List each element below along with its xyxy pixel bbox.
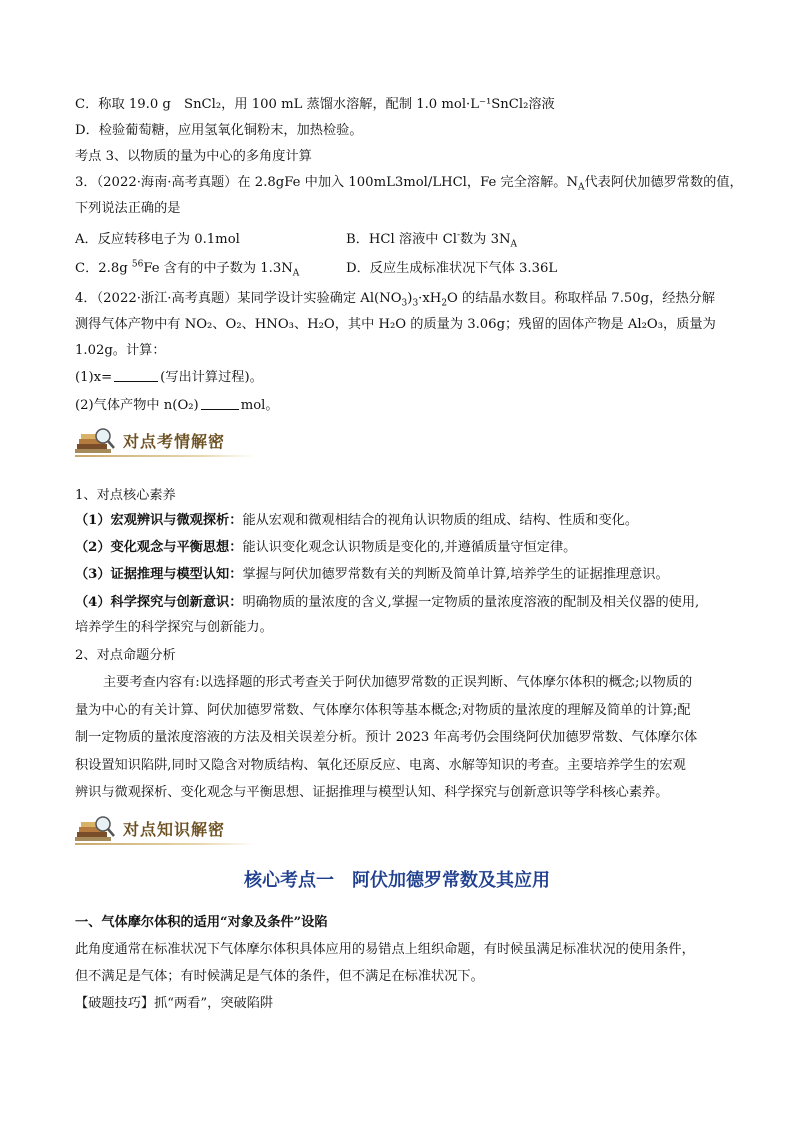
analysis-paragraph-line: 辨识与微观探析、变化观念与平衡思想、证据推理与模型认知、科学探究与创新意识等学科核心素养。 [75, 785, 669, 800]
option-c: C．2.8g $^{56}$Fe 含有的中子数为 $1.3N_A$ [75, 259, 300, 279]
question-3-options-ab [75, 230, 715, 250]
analysis-paragraph-line: 积设置知识陷阱,同时又隐含对物质结构、氧化还原反应、电离、水解等知识的考查。主要培养学生的宏观 [75, 758, 686, 773]
books-magnifier-icon [75, 426, 117, 456]
banner-title: 对点考情解密 [123, 432, 226, 451]
core-topic-heading: 核心考点一 阿伏加德罗常数及其应用 [244, 870, 550, 891]
section-2-title: 2、对点命题分析 [75, 648, 176, 663]
section-banner [75, 424, 255, 458]
section-1-item-cont: 培养学生的科学探究与创新能力。 [75, 620, 273, 635]
analysis-paragraph-line: 主要考查内容有:以选择题的形式考查关于阿伏加德罗常数的正误判断、气体摩尔体积的概念;以物质的 [103, 675, 693, 690]
section-1-title: 1、对点核心素养 [75, 488, 176, 503]
answer-blank[interactable] [201, 396, 239, 410]
section-1-item: （4）科学探究与创新意识：明确物质的量浓度的含义,掌握一定物质的量浓度溶液的配制及相关仪器的使用, [75, 595, 700, 610]
question-4-stem: 4．（2022·浙江·高考真题）某同学设计实验确定 $Al(NO_3)_3\cdot xH_2O$ 的结晶水数目。称取样品 7.50g，经热分解 [75, 291, 716, 309]
sub-heading: 一、气体摩尔体积的适用“对象及条件”设陷 [75, 915, 328, 930]
analysis-paragraph-line: 量为中心的有关计算、阿伏加德罗常数、气体摩尔体积等基本概念;对物质的量浓度的理解及简单的计算;配 [75, 703, 691, 718]
option-d-line: D．检验葡萄糖，应用氢氧化铜粉末，加热检验。 [75, 123, 363, 138]
question-4-stem-cont2: 1.02g。计算： [75, 343, 166, 358]
option-a: A．反应转移电子为 0.1mol [75, 232, 240, 247]
section-1-item: （2）变化观念与平衡思想：能认识变化观念认识物质是变化的,并遵循质量守恒定律。 [75, 540, 577, 555]
option-b: B．HCl 溶液中 Cl-数为 $3N_A$ [346, 230, 517, 250]
banner-title: 对点知识解密 [123, 820, 226, 839]
question-3-stem-cont: 下列说法正确的是 [75, 201, 181, 216]
books-magnifier-icon [75, 814, 117, 844]
question-4-stem-cont: 测得气体产物中有 NO₂、O₂、HNO₃、H₂O，其中 H₂O 的质量为 3.06g；残留的固体产物是 Al₂O₃，质量为 [75, 317, 716, 332]
question-4-part2: (2)气体产物中 n(O₂) mol。 [75, 398, 279, 413]
analysis-paragraph-line: 制一定物质的量浓度溶液的方法及相关误差分析。预计 2023 年高考仍会围绕阿伏加德罗常数、气体摩尔体 [75, 730, 698, 745]
question-4-part1: (1)x= (写出计算过程)。 [75, 370, 263, 385]
option-d: D．反应生成标准状况下气体 3.36L [346, 261, 558, 276]
section-banner [75, 812, 255, 846]
kaodian-heading: 考点 3、以物质的量为中心的多角度计算 [75, 149, 312, 164]
question-3-stem: 3．（2022·海南·高考真题）在 2.8gFe 中加入 100mL3mol/LHCl，Fe 完全溶解。$N_A$代表阿伏加德罗常数的值， [75, 175, 743, 193]
banner-underline [75, 455, 255, 457]
answer-blank[interactable] [114, 368, 158, 382]
body-line: 【破题技巧】抓“两看”，突破陷阱 [75, 996, 274, 1011]
section-1-item: （1）宏观辨识与微观探析：能从宏观和微观相结合的视角认识物质的组成、结构、性质和变化。 [75, 513, 639, 528]
banner-underline [75, 843, 255, 845]
option-c-line: C．称取 19.0 g SnCl₂，用 100 mL 蒸馏水溶解，配制 1.0 mol·L⁻¹SnCl₂溶液 [75, 97, 555, 112]
section-1-item: （3）证据推理与模型认知：掌握与阿伏加德罗常数有关的判断及简单计算,培养学生的证据推理意识。 [75, 567, 669, 582]
question-3-options-cd [75, 259, 715, 279]
body-line: 此角度通常在标准状况下气体摩尔体积具体应用的易错点上组织命题，有时候虽满足标准状况的使用条件， [75, 942, 695, 957]
body-line: 但不满足是气体；有时候满足是气体的条件，但不满足在标准状况下。 [75, 969, 484, 984]
